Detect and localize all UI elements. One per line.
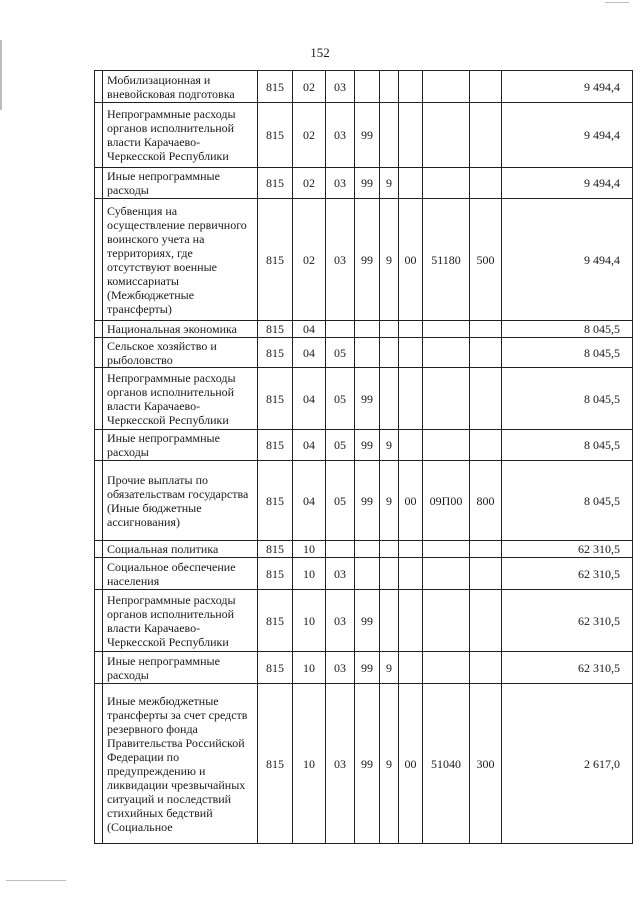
code-cell-c5: 9 <box>380 461 399 541</box>
code-cell-c3 <box>326 541 355 558</box>
code-cell-c6 <box>399 168 423 199</box>
row-margin-cell <box>95 338 103 368</box>
code-cell-c2: 10 <box>293 541 326 558</box>
code-cell-c5 <box>380 558 399 590</box>
row-amount: 9 494,4 <box>502 199 633 321</box>
row-name: Сельское хозяйство и рыболовство <box>103 338 258 368</box>
code-cell-c4 <box>355 541 380 558</box>
code-cell-c7 <box>423 541 470 558</box>
scan-edge-mark <box>6 880 66 881</box>
code-cell-c7: 51180 <box>423 199 470 321</box>
code-cell-c8 <box>470 541 502 558</box>
row-name: Непрограммные расходы органов исполнительной власти Карачаево-Черкесской Республики <box>103 590 258 652</box>
row-name: Прочие выплаты по обязательствам государства (Иные бюджетные ассигнования) <box>103 461 258 541</box>
code-cell-c2: 04 <box>293 321 326 338</box>
code-cell-c3: 03 <box>326 652 355 684</box>
code-cell-c4: 99 <box>355 684 380 844</box>
table-row <box>95 338 633 368</box>
table-row <box>95 541 633 558</box>
row-margin-cell <box>95 558 103 590</box>
code-cell-c7 <box>423 168 470 199</box>
code-cell-c1: 815 <box>258 338 293 368</box>
code-cell-c1: 815 <box>258 168 293 199</box>
table-body <box>95 71 633 844</box>
code-cell-c3: 03 <box>326 71 355 103</box>
code-cell-c1: 815 <box>258 541 293 558</box>
code-cell-c4: 99 <box>355 168 380 199</box>
row-name: Непрограммные расходы органов исполнительной власти Карачаево-Черкесской Республики <box>103 103 258 168</box>
table-row <box>95 368 633 430</box>
code-cell-c5 <box>380 71 399 103</box>
code-cell-c7 <box>423 590 470 652</box>
row-amount: 8 045,5 <box>502 430 633 461</box>
code-cell-c4 <box>355 338 380 368</box>
row-name: Иные непрограммные расходы <box>103 652 258 684</box>
row-margin-cell <box>95 71 103 103</box>
row-amount: 62 310,5 <box>502 558 633 590</box>
code-cell-c3: 05 <box>326 461 355 541</box>
code-cell-c5: 9 <box>380 684 399 844</box>
code-cell-c3: 05 <box>326 338 355 368</box>
code-cell-c4: 99 <box>355 461 380 541</box>
code-cell-c7: 09П00 <box>423 461 470 541</box>
code-cell-c6: 00 <box>399 461 423 541</box>
code-cell-c6: 00 <box>399 199 423 321</box>
code-cell-c3: 03 <box>326 168 355 199</box>
code-cell-c1: 815 <box>258 558 293 590</box>
code-cell-c7: 51040 <box>423 684 470 844</box>
row-margin-cell <box>95 684 103 844</box>
code-cell-c6 <box>399 430 423 461</box>
row-name: Национальная экономика <box>103 321 258 338</box>
code-cell-c7 <box>423 103 470 168</box>
row-margin-cell <box>95 590 103 652</box>
budget-table <box>94 70 633 844</box>
code-cell-c1: 815 <box>258 430 293 461</box>
table-row <box>95 590 633 652</box>
code-cell-c4: 99 <box>355 430 380 461</box>
code-cell-c8 <box>470 368 502 430</box>
row-margin-cell <box>95 368 103 430</box>
code-cell-c1: 815 <box>258 461 293 541</box>
row-name: Иные непрограммные расходы <box>103 168 258 199</box>
row-name: Мобилизационная и вневойсковая подготовка <box>103 71 258 103</box>
code-cell-c7 <box>423 430 470 461</box>
code-cell-c3: 03 <box>326 103 355 168</box>
table-row <box>95 461 633 541</box>
code-cell-c8: 800 <box>470 461 502 541</box>
code-cell-c2: 02 <box>293 168 326 199</box>
code-cell-c7 <box>423 71 470 103</box>
code-cell-c7 <box>423 368 470 430</box>
code-cell-c2: 04 <box>293 430 326 461</box>
code-cell-c8 <box>470 338 502 368</box>
code-cell-c6 <box>399 558 423 590</box>
code-cell-c7 <box>423 321 470 338</box>
code-cell-c6 <box>399 321 423 338</box>
row-name: Социальная политика <box>103 541 258 558</box>
code-cell-c4: 99 <box>355 590 380 652</box>
table-row <box>95 684 633 844</box>
table-row <box>95 199 633 321</box>
code-cell-c7 <box>423 338 470 368</box>
code-cell-c5 <box>380 321 399 338</box>
code-cell-c2: 10 <box>293 684 326 844</box>
code-cell-c8 <box>470 103 502 168</box>
code-cell-c1: 815 <box>258 321 293 338</box>
code-cell-c2: 10 <box>293 590 326 652</box>
row-amount: 9 494,4 <box>502 103 633 168</box>
scan-edge-mark <box>605 2 629 3</box>
code-cell-c3: 03 <box>326 558 355 590</box>
code-cell-c3: 03 <box>326 590 355 652</box>
row-margin-cell <box>95 461 103 541</box>
code-cell-c1: 815 <box>258 368 293 430</box>
code-cell-c2: 04 <box>293 368 326 430</box>
row-amount: 8 045,5 <box>502 321 633 338</box>
code-cell-c5 <box>380 541 399 558</box>
code-cell-c1: 815 <box>258 199 293 321</box>
code-cell-c2: 10 <box>293 558 326 590</box>
code-cell-c4: 99 <box>355 199 380 321</box>
row-amount: 8 045,5 <box>502 338 633 368</box>
row-amount: 62 310,5 <box>502 541 633 558</box>
code-cell-c1: 815 <box>258 103 293 168</box>
row-margin-cell <box>95 103 103 168</box>
code-cell-c5 <box>380 368 399 430</box>
code-cell-c2: 10 <box>293 652 326 684</box>
code-cell-c2: 02 <box>293 199 326 321</box>
code-cell-c1: 815 <box>258 71 293 103</box>
code-cell-c6 <box>399 590 423 652</box>
row-name: Социальное обеспечение населения <box>103 558 258 590</box>
code-cell-c4: 99 <box>355 103 380 168</box>
row-amount: 9 494,4 <box>502 71 633 103</box>
code-cell-c1: 815 <box>258 590 293 652</box>
code-cell-c3: 03 <box>326 684 355 844</box>
code-cell-c5: 9 <box>380 168 399 199</box>
code-cell-c6 <box>399 368 423 430</box>
row-margin-cell <box>95 652 103 684</box>
code-cell-c8 <box>470 430 502 461</box>
code-cell-c6 <box>399 103 423 168</box>
code-cell-c6 <box>399 71 423 103</box>
code-cell-c5: 9 <box>380 199 399 321</box>
code-cell-c1: 815 <box>258 652 293 684</box>
code-cell-c6 <box>399 541 423 558</box>
page-number: 152 <box>310 45 330 60</box>
code-cell-c5 <box>380 338 399 368</box>
row-name: Иные непрограммные расходы <box>103 430 258 461</box>
code-cell-c7 <box>423 558 470 590</box>
code-cell-c5 <box>380 103 399 168</box>
code-cell-c5 <box>380 590 399 652</box>
row-margin-cell <box>95 541 103 558</box>
row-margin-cell <box>95 430 103 461</box>
code-cell-c1: 815 <box>258 684 293 844</box>
row-name: Непрограммные расходы органов исполнительной власти Карачаево-Черкесской Республики <box>103 368 258 430</box>
row-amount: 62 310,5 <box>502 652 633 684</box>
table-row <box>95 558 633 590</box>
code-cell-c4: 99 <box>355 368 380 430</box>
code-cell-c3: 03 <box>326 199 355 321</box>
code-cell-c4 <box>355 558 380 590</box>
code-cell-c8: 300 <box>470 684 502 844</box>
code-cell-c6 <box>399 338 423 368</box>
code-cell-c8: 500 <box>470 199 502 321</box>
row-margin-cell <box>95 168 103 199</box>
code-cell-c6: 00 <box>399 684 423 844</box>
table-row <box>95 321 633 338</box>
row-amount: 2 617,0 <box>502 684 633 844</box>
table-row <box>95 430 633 461</box>
code-cell-c6 <box>399 652 423 684</box>
row-amount: 8 045,5 <box>502 461 633 541</box>
code-cell-c8 <box>470 652 502 684</box>
code-cell-c3 <box>326 321 355 338</box>
table-row <box>95 103 633 168</box>
row-amount: 8 045,5 <box>502 368 633 430</box>
row-amount: 9 494,4 <box>502 168 633 199</box>
code-cell-c5: 9 <box>380 430 399 461</box>
row-name: Иные межбюджетные трансферты за счет средств резервного фонда Правительства Российской Федерации по предупреждению и ликвидации чрезвычайных ситуаций и последствий стихийных бедствий (Социальное <box>103 684 258 844</box>
table-row <box>95 652 633 684</box>
code-cell-c4 <box>355 321 380 338</box>
code-cell-c8 <box>470 71 502 103</box>
scan-edge-mark <box>0 40 2 110</box>
code-cell-c8 <box>470 558 502 590</box>
row-margin-cell <box>95 321 103 338</box>
row-amount: 62 310,5 <box>502 590 633 652</box>
code-cell-c2: 04 <box>293 338 326 368</box>
code-cell-c8 <box>470 321 502 338</box>
code-cell-c7 <box>423 652 470 684</box>
code-cell-c3: 05 <box>326 368 355 430</box>
code-cell-c5: 9 <box>380 652 399 684</box>
code-cell-c8 <box>470 590 502 652</box>
code-cell-c2: 02 <box>293 71 326 103</box>
table-row <box>95 71 633 103</box>
row-name: Субвенция на осуществление первичного воинского учета на территориях, где отсутствуют военные комиссариаты (Межбюджетные трансферты) <box>103 199 258 321</box>
code-cell-c8 <box>470 168 502 199</box>
table-row <box>95 168 633 199</box>
code-cell-c3: 05 <box>326 430 355 461</box>
row-margin-cell <box>95 199 103 321</box>
code-cell-c4 <box>355 71 380 103</box>
code-cell-c4: 99 <box>355 652 380 684</box>
code-cell-c2: 02 <box>293 103 326 168</box>
code-cell-c2: 04 <box>293 461 326 541</box>
